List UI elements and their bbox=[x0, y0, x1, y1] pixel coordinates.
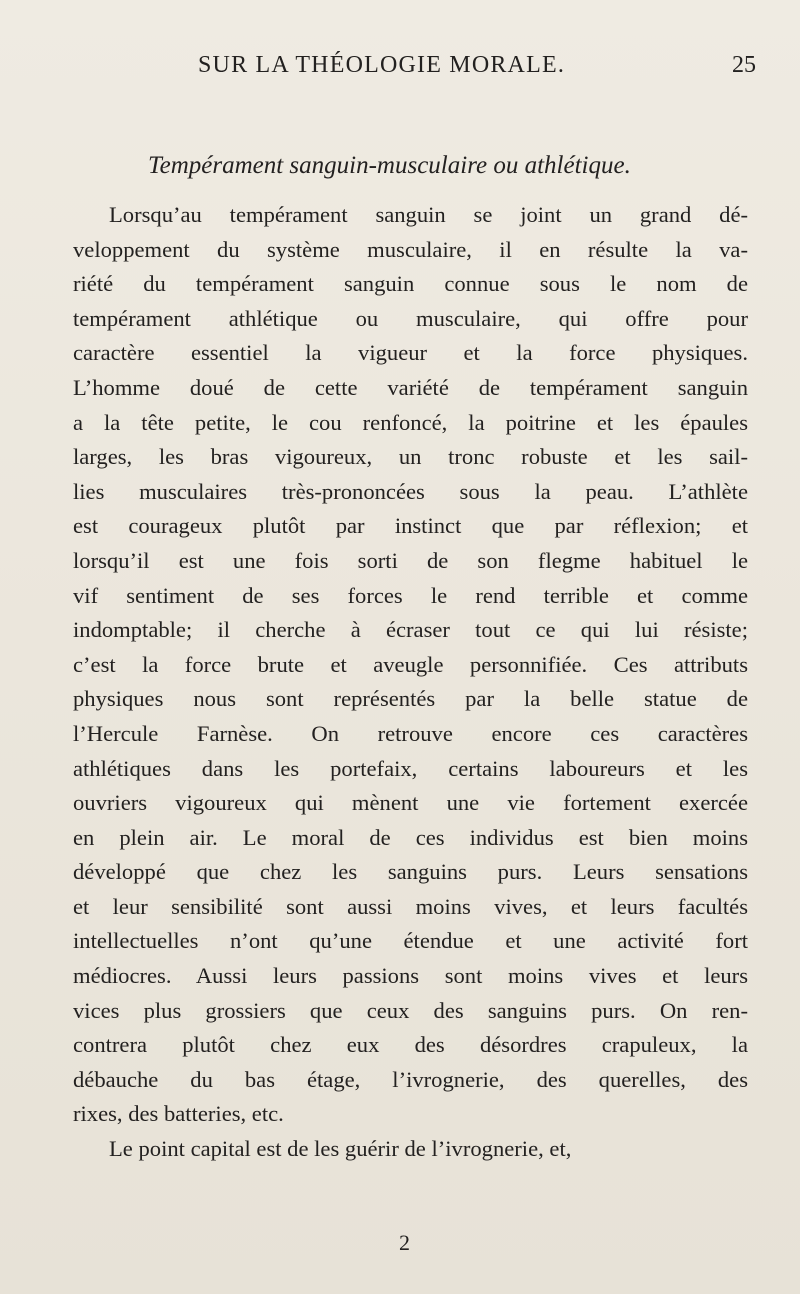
text-line: rixes, des batteries, etc. bbox=[73, 1101, 284, 1127]
text-line: vif sentiment de ses forces le rend terrible et comme bbox=[73, 582, 748, 608]
section-title: Tempérament sanguin-musculaire ou athlétique. bbox=[148, 152, 631, 179]
text-line: en plein air. Le moral de ces individus est bien moins bbox=[73, 824, 748, 850]
text-line: veloppement du système musculaire, il en résulte la va- bbox=[73, 236, 748, 262]
text-line: ouvriers vigoureux qui mènent une vie fortement exercée bbox=[73, 790, 748, 816]
text-line: tempérament athlétique ou musculaire, qui offre pour bbox=[73, 305, 748, 331]
text-line: c’est la force brute et aveugle personnifiée. Ces attributs bbox=[73, 651, 748, 677]
text-line: et leur sensibilité sont aussi moins vives, et leurs facultés bbox=[73, 893, 748, 919]
text-line: physiques nous sont représentés par la belle statue de bbox=[73, 686, 748, 712]
text-line: a la tête petite, le cou renfoncé, la poitrine et les épaules bbox=[73, 409, 748, 435]
text-line: L’homme doué de cette variété de tempérament sanguin bbox=[73, 374, 748, 400]
text-line: l’Hercule Farnèse. On retrouve encore ces caractères bbox=[73, 720, 748, 746]
text-line: Lorsqu’au tempérament sanguin se joint un grand dé- bbox=[109, 202, 748, 227]
text-line: athlétiques dans les portefaix, certains laboureurs et les bbox=[73, 755, 748, 781]
text-line: caractère essentiel la vigueur et la force physiques. bbox=[73, 340, 748, 366]
running-head-title: SUR LA THÉOLOGIE MORALE. bbox=[198, 52, 566, 78]
text-line: Le point capital est de les guérir de l’ivrognerie, et, bbox=[109, 1136, 572, 1162]
text-line: développé que chez les sanguins purs. Leurs sensations bbox=[73, 859, 748, 885]
text-line: lorsqu’il est une fois sorti de son flegme habituel le bbox=[73, 547, 748, 573]
body-text bbox=[73, 198, 748, 1167]
text-line: riété du tempérament sanguin connue sous le nom de bbox=[73, 271, 748, 297]
text-line: indomptable; il cherche à écraser tout ce qui lui résiste; bbox=[73, 617, 748, 643]
text-line: intellectuelles n’ont qu’une étendue et une activité fort bbox=[73, 928, 748, 954]
signature-mark: 2 bbox=[399, 1230, 410, 1255]
text-line: est courageux plutôt par instinct que par réflexion; et bbox=[73, 513, 748, 539]
text-line: larges, les bras vigoureux, un tronc robuste et les sail- bbox=[73, 444, 748, 470]
text-line: contrera plutôt chez eux des désordres crapuleux, la bbox=[73, 1032, 748, 1058]
text-line: lies musculaires très-prononcées sous la peau. L’athlète bbox=[73, 478, 748, 504]
page-number: 25 bbox=[732, 52, 756, 78]
text-line: médiocres. Aussi leurs passions sont moins vives et leurs bbox=[73, 963, 748, 989]
text-line: vices plus grossiers que ceux des sanguins purs. On ren- bbox=[73, 997, 748, 1023]
text-line: débauche du bas étage, l’ivrognerie, des querelles, des bbox=[73, 1066, 748, 1092]
